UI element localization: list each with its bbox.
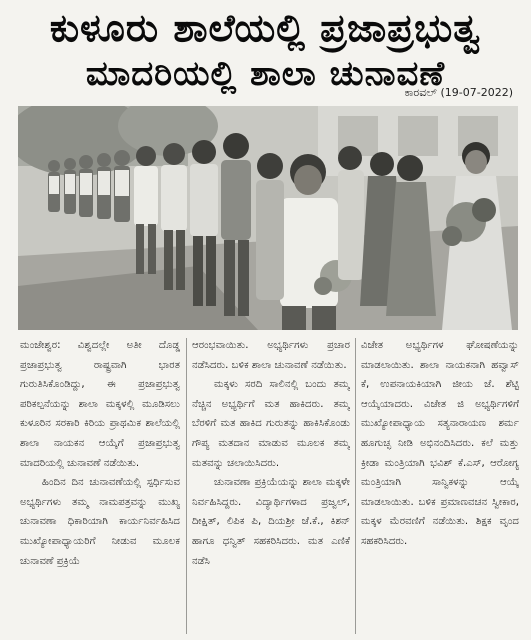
column-divider: [355, 338, 356, 634]
article-column-2: [192, 336, 350, 636]
dateline: ಕಾರವಲ್ (19-07-2022): [404, 86, 513, 99]
headline-line-1: ಕುಳೂರು ಶಾಲೆಯಲ್ಲಿ ಪ್ರಜಾಪ್ರಭುತ್ವ: [49, 6, 482, 50]
column-divider: [186, 338, 187, 634]
column-2-paragraph-2: ಮಕ್ಕಳು ಸರದಿ ಸಾಲಿನಲ್ಲಿ ಬಂದು ತಮ್ಮ ನೆಚ್ಚಿನ ಅಭ್ಯರ್ಥಿಗೆ ಮತ ಹಾಕಿದರು. ತಮ್ಮ ಬೆರಳಿಗೆ ಮತ ಹಾಕಿದ ಗುರುತನ್ನು ಹಾಕಿಸಿಕೊಂಡು ಗೌಪ್ಯ ಮತದಾನ ಮಾಡುವ ಮೂಲಕ ತಮ್ಮ ಮತವನ್ನು ಚಲಾಯಿಸಿದರು.: [192, 379, 350, 469]
headline-line-2: ಮಾದರಿಯಲ್ಲಿ ಶಾಲಾ ಚುನಾವಣೆ: [85, 54, 446, 94]
column-3-paragraph-1: ವಿಜೇತ ಅಭ್ಯರ್ಥಿಗಳ ಘೋಷಣೆಯನ್ನು ಮಾಡಲಾಯಿತು. ಶಾಲಾ ನಾಯಕನಾಗಿ ಹವ್ವಾಸ್ ಕೆ, ಉಪನಾಯಕಿಯಾಗಿ ಜೀಯ ಜೆ. ಶೆಟ್ಟಿ ಆಯ್ಕೆಯಾದರು. ವಿಜೇತ ಜಿ ಅಭ್ಯರ್ಥಿಗಳಿಗೆ ಮುಖ್ಯೋಪಾಧ್ಯಾಯ ಸತ್ಯನಾರಾಯಣ ಶರ್ಮ ಹೂಗುಚ್ಛ ನೀಡಿ ಅಭಿನಂದಿಸಿದರು. ಕಲೆ ಮತ್ತು ಕ್ರೀಡಾ ಮಂತ್ರಿಯಾಗಿ ಭವಿಶ್ ಕೆ.ಎಸ್, ಆರೋಗ್ಯ ಮಂತ್ರಿಯಾಗಿ ಸಾನ್ವಿಕಳನ್ನು ಆಯ್ಕೆ ಮಾಡಲಾಯಿತು. ಬಳಿಕ ಪ್ರಮಾಣವಚನ ಸ್ವೀಕಾರ, ಮಕ್ಕಳ ಮೆರವಣಿಗೆ ನಡೆಯಿತು. ಶಿಕ್ಷಕ ವೃಂದ ಸಹಕರಿಸಿದರು.: [361, 340, 519, 547]
news-photo: [18, 106, 518, 330]
column-2-paragraph-3: ಚುನಾವಣಾ ಪ್ರಕ್ರಿಯೆಯನ್ನು ಶಾಲಾ ಮಕ್ಕಳೇ ನಿರ್ವಹಿಸಿದ್ದರು. ವಿದ್ಯಾರ್ಥಿಗಳಾದ ಪ್ರಜ್ವಲ್, ದೀಕ್ಷಿತ್, ಲಿಪಿಕ ಪಿ, ದಿಯಶ್ರೀ ಜೆ.ಕೆ., ಕಿಶನ್ ಹಾಗೂ ಧನ್ವಿತ್ ಸಹಕರಿಸಿದರು. ಮತ ಎಣಿಕೆ ನಡೆಸಿ: [192, 477, 350, 567]
column-2-paragraph-1: ಆರಂಭವಾಯಿತು. ಅಭ್ಯರ್ಥಿಗಳು ಪ್ರಚಾರ ನಡೆಸಿದರು. ಬಳಿಕ ಶಾಲಾ ಚುನಾವಣೆ ನಡೆಯಿತು.: [192, 340, 350, 371]
column-1-paragraph-1: ಮಂಜೇಶ್ವರ: ವಿಶ್ವದಲ್ಲೇ ಅತೀ ದೊಡ್ಡ ಪ್ರಜಾಪ್ರಭುತ್ವ ರಾಷ್ಟ್ರವಾಗಿ ಭಾರತ ಗುರುತಿಸಿಕೊಂಡಿದ್ದು, ಈ ಪ್ರಜಾಪ್ರಭುತ್ವ ಪರಿಕಲ್ಪನೆಯನ್ನು ಶಾಲಾ ಮಕ್ಕಳಲ್ಲಿ ಮೂಡಿಸಲು ಕುಳೂರಿನ ಸರಕಾರಿ ಕಿರಿಯ ಪ್ರಾಥಮಿಕ ಶಾಲೆಯಲ್ಲಿ ಶಾಲಾ ನಾಯಕನ ಆಯ್ಕೆಗೆ ಪ್ರಜಾಪ್ರಭುತ್ವ ಮಾದರಿಯಲ್ಲಿ ಚುನಾವಣೆ ನಡೆಯಿತು.: [20, 340, 180, 469]
column-1-paragraph-2: ಹಿಂದಿನ ದಿನ ಚುನಾವಣೆಯಲ್ಲಿ ಸ್ಪರ್ಧಿಸುವ ಅಭ್ಯರ್ಥಿಗಳು ತಮ್ಮ ನಾಮಪತ್ರವನ್ನು ಮುಖ್ಯ ಚುನಾವಣಾ ಧಿಕಾರಿಯಾಗಿ ಕಾರ್ಯನಿರ್ವಹಿಸಿದ ಮುಖ್ಯೋಪಾಧ್ಯಾಯರಿಗೆ ನೀಡುವ ಮೂಲಕ ಚುನಾವಣೆ ಪ್ರಕ್ರಿಯೆ: [20, 477, 180, 567]
article-column-1: [20, 336, 180, 636]
article-column-3: [361, 336, 519, 636]
